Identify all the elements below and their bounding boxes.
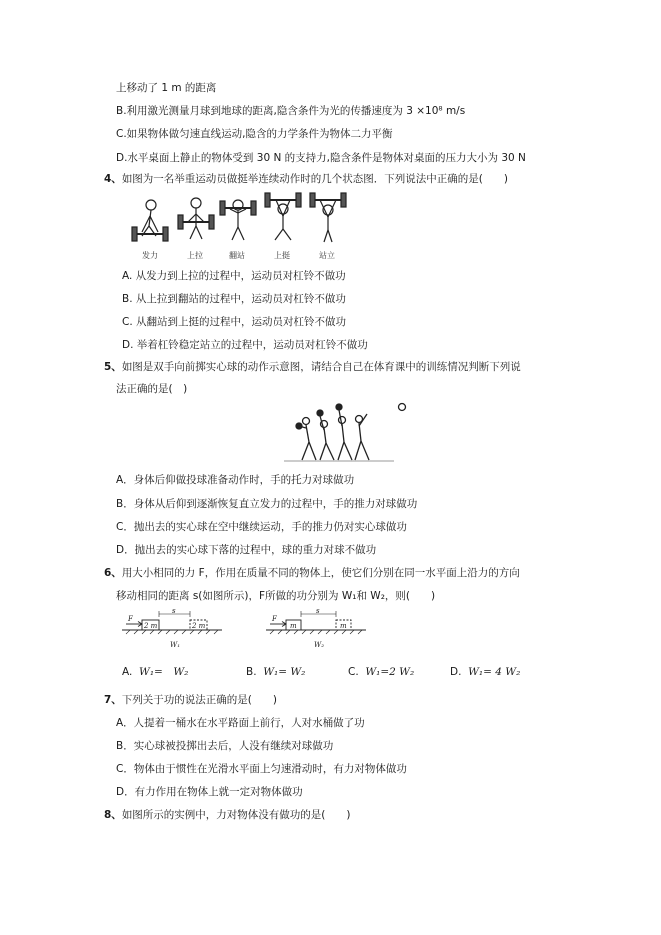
block-mass-label-1b: 2 m: [192, 622, 206, 630]
q7-stem: [104, 693, 277, 707]
thrower-pose-1: [296, 418, 316, 461]
q8-stem-text: 如图所示的实例中，力对物体没有做功的是( ): [121, 809, 351, 821]
q6-choice-a-letter: A.: [122, 666, 133, 678]
q6-number: 6、: [104, 567, 122, 579]
athlete-pose-clean: [220, 200, 256, 240]
shot-throw-figure: [284, 398, 414, 466]
q7-option-a: A．人提着一桶水在水平路面上前行，人对水桶做了功: [116, 717, 365, 729]
athlete-pose-jerk: [265, 193, 301, 240]
q3-option-b: B.利用激光测量月球到地球的距离,隐含条件为光的传播速度为 3 ×10⁸ m/s: [116, 105, 466, 117]
caption-shangla: 上拉: [187, 251, 203, 260]
caption-zhanli: 站立: [319, 251, 335, 260]
work-label-2: W₂: [314, 641, 325, 649]
q3-option-c: C.如果物体做匀速直线运动,隐含的力学条件为物体二力平衡: [116, 128, 393, 140]
force-label-2: F: [272, 615, 277, 623]
block-mass-label-2b: m: [340, 622, 347, 630]
athlete-pose-start: [132, 200, 168, 241]
work-label-1: W₁: [170, 641, 181, 649]
force-diagram-1: [122, 608, 232, 653]
athlete-pose-pull: [178, 198, 214, 239]
q6-stem-line2: 移动相同的距离 s(如图所示)，F所做的功分别为 W₁和 W₂，则( ): [116, 590, 436, 602]
q6-choice-c-expr: W₁=2 W₂: [365, 666, 415, 678]
thrower-pose-2: [317, 410, 334, 460]
thrower-pose-3: [336, 404, 352, 460]
block-mass-label-1: 2 m: [144, 622, 158, 630]
q4-option-c: C. 从翻站到上挺的过程中，运动员对杠铃不做功: [122, 316, 347, 328]
q6-choice-d-expr: W₁= 4 W₂: [468, 666, 521, 678]
q5-stem-line2: 法正确的是( ): [116, 383, 188, 395]
q6-choice-b-letter: B.: [246, 666, 257, 678]
q7-stem-text: 下列关于功的说法正确的是( ): [121, 694, 278, 706]
q6-choice-d: [450, 665, 520, 679]
force-diagram-2: [266, 608, 376, 653]
q4-number: 4、: [104, 173, 122, 185]
q6-choice-c: [348, 665, 414, 679]
q6-choice-d-letter: D.: [450, 666, 462, 678]
thrower-pose-4: [355, 414, 369, 460]
block-mass-label-2: m: [290, 622, 297, 630]
q5-option-d: D．抛出去的实心球下落的过程中，球的重力对球不做功: [116, 544, 377, 556]
q8-stem: [104, 808, 351, 822]
distance-label-2: s: [316, 608, 320, 615]
q7-option-c: C．物体由于惯性在光滑水平面上匀速滑动时，有力对物体做功: [116, 763, 407, 775]
q4-option-b: B. 从上拉到翻站的过程中，运动员对杠铃不做功: [122, 293, 346, 305]
q4-option-a: A. 从发力到上拉的过程中，运动员对杠铃不做功: [122, 270, 346, 282]
q6-stem-line1: [104, 566, 520, 580]
q4-stem: [104, 172, 508, 186]
q5-option-c: C．抛出去的实心球在空中继续运动，手的推力仍对实心球做功: [116, 521, 407, 533]
q6-choice-a: [122, 665, 188, 679]
q8-number: 8、: [104, 809, 122, 821]
force-label-1: F: [128, 615, 133, 623]
q5-stem-line1: [104, 360, 521, 374]
q6-stem-text: 用大小相同的力 F，作用在质量不同的物体上，使它们分别在同一水平面上沿力的方向: [121, 567, 520, 579]
q7-number: 7、: [104, 694, 122, 706]
q7-option-b: B．实心球被投掷出去后，人没有继续对球做功: [116, 740, 334, 752]
q4-option-d: D. 举着杠铃稳定站立的过程中，运动员对杠铃不做功: [122, 339, 368, 351]
caption-fali: 发力: [142, 251, 158, 260]
q6-choice-a-expr: W₁= W₂: [139, 666, 189, 678]
q5-option-b: B．身体从后仰到逐渐恢复直立发力的过程中，手的推力对球做功: [116, 498, 418, 510]
q6-choice-b: [246, 665, 305, 679]
q7-option-d: D．有力作用在物体上就一定对物体做功: [116, 786, 303, 798]
q3-option-d: D.水平桌面上静止的物体受到 30 N 的支持力,隐含条件是物体对桌面的压力大小为 30 N: [116, 152, 526, 164]
q4-stem-text: 如图为一名举重运动员做挺举连续动作时的几个状态图．下列说法中正确的是( ): [121, 173, 509, 185]
caption-shangting: 上挺: [274, 251, 290, 260]
q5-option-a: A．身体后仰做投球准备动作时，手的托力对球做功: [116, 474, 355, 486]
athlete-pose-stand: [310, 193, 346, 242]
q6-choice-c-letter: C.: [348, 666, 359, 678]
distance-label-1: s: [172, 608, 176, 615]
q5-number: 5、: [104, 361, 122, 373]
q6-choice-b-expr: W₁= W₂: [263, 666, 306, 678]
q5-stem-text: 如图是双手向前掷实心球的动作示意图，请结合自己在体育课中的训练情况判断下列说: [121, 361, 521, 373]
weightlifting-figure: [128, 192, 358, 264]
caption-fanzhan: 翻站: [229, 251, 245, 260]
q3-option-a-continuation: 上移动了 1 m 的距离: [116, 82, 217, 94]
shot-ball: [399, 404, 406, 411]
